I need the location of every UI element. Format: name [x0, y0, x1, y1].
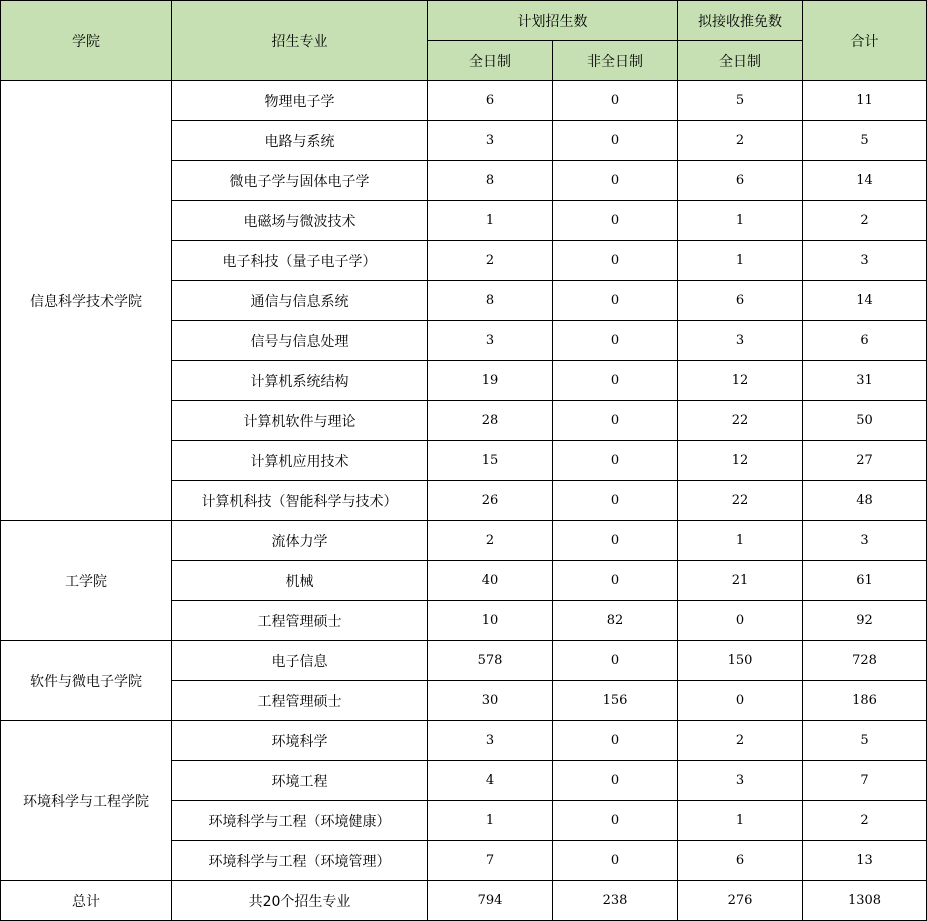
header-plan-group: 计划招生数 — [428, 1, 678, 41]
major-cell: 通信与信息系统 — [172, 281, 428, 321]
plan-part-time-cell: 0 — [553, 441, 678, 481]
exempt-full-time-cell: 6 — [678, 841, 803, 881]
plan-full-time-cell: 1 — [428, 801, 553, 841]
plan-full-time-cell: 26 — [428, 481, 553, 521]
header-major: 招生专业 — [172, 1, 428, 81]
exempt-full-time-cell: 12 — [678, 361, 803, 401]
plan-part-time-cell: 0 — [553, 521, 678, 561]
exempt-full-time-cell: 12 — [678, 441, 803, 481]
plan-full-time-cell: 3 — [428, 121, 553, 161]
exempt-full-time-cell: 2 — [678, 721, 803, 761]
plan-part-time-cell: 0 — [553, 841, 678, 881]
plan-full-time-cell: 30 — [428, 681, 553, 721]
plan-full-time-cell: 578 — [428, 641, 553, 681]
table-row — [1, 81, 927, 121]
exempt-full-time-cell: 0 — [678, 601, 803, 641]
plan-full-time-cell: 6 — [428, 81, 553, 121]
college-cell: 软件与微电子学院 — [1, 641, 172, 721]
row-total-cell: 3 — [803, 521, 927, 561]
plan-part-time-cell: 0 — [553, 281, 678, 321]
major-cell: 电子信息 — [172, 641, 428, 681]
row-total-cell: 61 — [803, 561, 927, 601]
row-total-cell: 5 — [803, 121, 927, 161]
major-cell: 电磁场与微波技术 — [172, 201, 428, 241]
plan-full-time-cell: 3 — [428, 721, 553, 761]
plan-part-time-cell: 0 — [553, 641, 678, 681]
plan-full-time-cell: 2 — [428, 521, 553, 561]
plan-full-time-cell: 1 — [428, 201, 553, 241]
row-total-cell: 48 — [803, 481, 927, 521]
row-total-cell: 5 — [803, 721, 927, 761]
major-cell: 计算机系统结构 — [172, 361, 428, 401]
plan-part-time-cell: 0 — [553, 481, 678, 521]
plan-part-time-cell: 0 — [553, 161, 678, 201]
row-total-cell: 6 — [803, 321, 927, 361]
plan-part-time-cell: 0 — [553, 321, 678, 361]
exempt-full-time-cell: 22 — [678, 401, 803, 441]
major-cell: 机械 — [172, 561, 428, 601]
plan-full-time-cell: 19 — [428, 361, 553, 401]
major-cell: 流体力学 — [172, 521, 428, 561]
plan-full-time-cell: 40 — [428, 561, 553, 601]
plan-full-time-cell: 8 — [428, 281, 553, 321]
exempt-full-time-cell: 6 — [678, 281, 803, 321]
major-cell: 信号与信息处理 — [172, 321, 428, 361]
row-total-cell: 14 — [803, 161, 927, 201]
row-total-cell: 11 — [803, 81, 927, 121]
row-total-cell: 50 — [803, 401, 927, 441]
table-row — [1, 641, 927, 681]
major-cell: 环境工程 — [172, 761, 428, 801]
exempt-full-time-cell: 1 — [678, 201, 803, 241]
exempt-full-time-cell: 3 — [678, 321, 803, 361]
row-total-cell: 31 — [803, 361, 927, 401]
table-row — [1, 721, 927, 761]
summary-major-count: 共20个招生专业 — [172, 881, 428, 921]
exempt-full-time-cell: 1 — [678, 521, 803, 561]
summary-exempt: 276 — [678, 881, 803, 921]
table-header — [1, 1, 927, 81]
plan-part-time-cell: 0 — [553, 201, 678, 241]
major-cell: 工程管理硕士 — [172, 601, 428, 641]
major-cell: 计算机软件与理论 — [172, 401, 428, 441]
header-college: 学院 — [1, 1, 172, 81]
plan-part-time-cell: 0 — [553, 761, 678, 801]
header-exempt-full-time: 全日制 — [678, 41, 803, 81]
row-total-cell: 2 — [803, 201, 927, 241]
exempt-full-time-cell: 5 — [678, 81, 803, 121]
major-cell: 计算机应用技术 — [172, 441, 428, 481]
major-cell: 计算机科技（智能科学与技术） — [172, 481, 428, 521]
exempt-full-time-cell: 22 — [678, 481, 803, 521]
row-total-cell: 728 — [803, 641, 927, 681]
plan-full-time-cell: 8 — [428, 161, 553, 201]
row-total-cell: 2 — [803, 801, 927, 841]
plan-part-time-cell: 156 — [553, 681, 678, 721]
plan-part-time-cell: 0 — [553, 801, 678, 841]
exempt-full-time-cell: 6 — [678, 161, 803, 201]
college-cell: 信息科学技术学院 — [1, 81, 172, 521]
major-cell: 微电子学与固体电子学 — [172, 161, 428, 201]
college-cell: 环境科学与工程学院 — [1, 721, 172, 881]
exempt-full-time-cell: 3 — [678, 761, 803, 801]
plan-part-time-cell: 0 — [553, 81, 678, 121]
summary-part-time: 238 — [553, 881, 678, 921]
plan-full-time-cell: 7 — [428, 841, 553, 881]
table-row — [1, 521, 927, 561]
exempt-full-time-cell: 1 — [678, 801, 803, 841]
major-cell: 工程管理硕士 — [172, 681, 428, 721]
row-total-cell: 186 — [803, 681, 927, 721]
exempt-full-time-cell: 150 — [678, 641, 803, 681]
plan-part-time-cell: 0 — [553, 401, 678, 441]
row-total-cell: 7 — [803, 761, 927, 801]
plan-full-time-cell: 28 — [428, 401, 553, 441]
summary-row — [1, 881, 927, 921]
exempt-full-time-cell: 2 — [678, 121, 803, 161]
major-cell: 物理电子学 — [172, 81, 428, 121]
plan-full-time-cell: 4 — [428, 761, 553, 801]
plan-full-time-cell: 2 — [428, 241, 553, 281]
exempt-full-time-cell: 1 — [678, 241, 803, 281]
exempt-full-time-cell: 0 — [678, 681, 803, 721]
header-total: 合计 — [803, 1, 927, 81]
row-total-cell: 13 — [803, 841, 927, 881]
exempt-full-time-cell: 21 — [678, 561, 803, 601]
plan-part-time-cell: 0 — [553, 721, 678, 761]
plan-part-time-cell: 0 — [553, 241, 678, 281]
plan-full-time-cell: 3 — [428, 321, 553, 361]
plan-part-time-cell: 82 — [553, 601, 678, 641]
major-cell: 环境科学 — [172, 721, 428, 761]
row-total-cell: 3 — [803, 241, 927, 281]
row-total-cell: 92 — [803, 601, 927, 641]
header-full-time: 全日制 — [428, 41, 553, 81]
summary-total: 1308 — [803, 881, 927, 921]
header-part-time: 非全日制 — [553, 41, 678, 81]
plan-full-time-cell: 15 — [428, 441, 553, 481]
row-total-cell: 14 — [803, 281, 927, 321]
header-exempt-group: 拟接收推免数 — [678, 1, 803, 41]
table-body — [1, 81, 927, 881]
table-summary — [1, 881, 927, 921]
plan-part-time-cell: 0 — [553, 561, 678, 601]
plan-part-time-cell: 0 — [553, 361, 678, 401]
plan-part-time-cell: 0 — [553, 121, 678, 161]
row-total-cell: 27 — [803, 441, 927, 481]
college-cell: 工学院 — [1, 521, 172, 641]
major-cell: 环境科学与工程（环境健康） — [172, 801, 428, 841]
major-cell: 电路与系统 — [172, 121, 428, 161]
major-cell: 电子科技（量子电子学） — [172, 241, 428, 281]
summary-full-time: 794 — [428, 881, 553, 921]
major-cell: 环境科学与工程（环境管理） — [172, 841, 428, 881]
summary-label: 总计 — [1, 881, 172, 921]
plan-full-time-cell: 10 — [428, 601, 553, 641]
